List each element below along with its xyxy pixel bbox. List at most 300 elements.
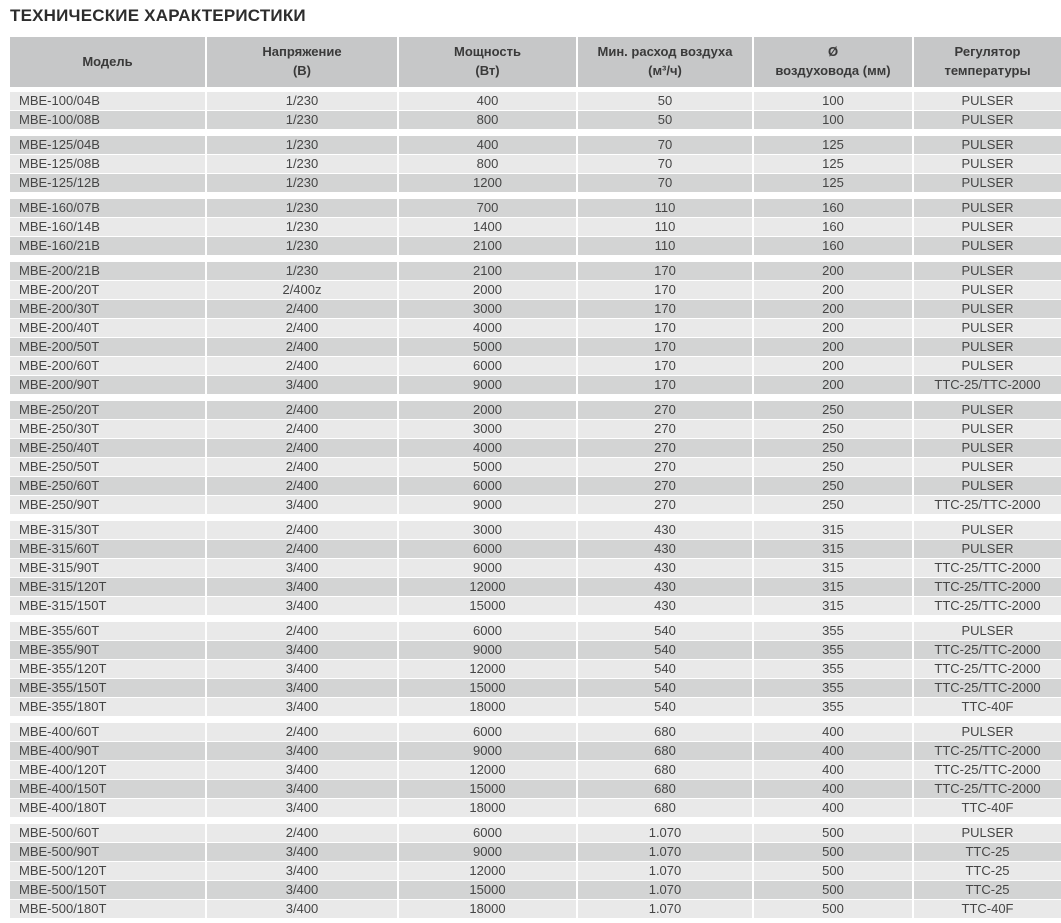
table-row [10, 660, 1051, 678]
cell-regulator: PULSER [914, 477, 1061, 495]
column-header-model [10, 37, 205, 87]
cell-diameter: 100 [754, 111, 912, 129]
cell-diameter: 500 [754, 862, 912, 880]
cell-regulator: PULSER [914, 357, 1061, 375]
cell-diameter: 355 [754, 622, 912, 640]
cell-diameter: 500 [754, 824, 912, 842]
table-row [10, 698, 1051, 716]
cell-regulator: PULSER [914, 824, 1061, 842]
cell-voltage: 3/400 [207, 780, 397, 798]
cell-airflow: 1.070 [578, 824, 752, 842]
cell-voltage: 3/400 [207, 862, 397, 880]
cell-model: MBE-200/60T [10, 357, 205, 375]
cell-power: 18000 [399, 799, 576, 817]
table-row [10, 622, 1051, 640]
cell-power: 9000 [399, 843, 576, 861]
cell-airflow: 430 [578, 578, 752, 596]
cell-model: MBE-250/50T [10, 458, 205, 476]
cell-regulator: PULSER [914, 439, 1061, 457]
page-title: ТЕХНИЧЕСКИЕ ХАРАКТЕРИСТИКИ [10, 6, 306, 25]
cell-diameter: 250 [754, 458, 912, 476]
cell-airflow: 170 [578, 319, 752, 337]
cell-voltage: 3/400 [207, 641, 397, 659]
cell-voltage: 3/400 [207, 660, 397, 678]
cell-model: MBE-200/20T [10, 281, 205, 299]
table-row [10, 199, 1051, 217]
cell-regulator: PULSER [914, 92, 1061, 110]
cell-regulator: TTC-25 [914, 881, 1061, 899]
cell-power: 1400 [399, 218, 576, 236]
cell-regulator: PULSER [914, 300, 1061, 318]
cell-model: MBE-400/120T [10, 761, 205, 779]
cell-voltage: 3/400 [207, 799, 397, 817]
column-header-line: Мощность [454, 44, 521, 60]
cell-voltage: 1/230 [207, 155, 397, 173]
table-row [10, 641, 1051, 659]
row-group [10, 262, 1051, 394]
cell-voltage: 1/230 [207, 136, 397, 154]
table-row [10, 496, 1051, 514]
cell-airflow: 70 [578, 136, 752, 154]
cell-regulator: TTC-25/TTC-2000 [914, 641, 1061, 659]
cell-voltage: 1/230 [207, 111, 397, 129]
cell-airflow: 170 [578, 262, 752, 280]
column-header-line: температуры [944, 63, 1031, 78]
column-header-line: Напряжение [262, 44, 342, 60]
cell-diameter: 200 [754, 376, 912, 394]
cell-power: 5000 [399, 338, 576, 356]
cell-diameter: 400 [754, 742, 912, 760]
table-row [10, 679, 1051, 697]
column-header-power [399, 37, 576, 87]
table-row [10, 136, 1051, 154]
row-group [10, 136, 1051, 192]
cell-regulator: TTC-25/TTC-2000 [914, 761, 1061, 779]
cell-model: MBE-250/40T [10, 439, 205, 457]
spec-table [10, 37, 1051, 918]
cell-diameter: 400 [754, 723, 912, 741]
cell-model: MBE-400/90T [10, 742, 205, 760]
cell-power: 3000 [399, 300, 576, 318]
cell-power: 9000 [399, 376, 576, 394]
table-row [10, 262, 1051, 280]
cell-regulator: PULSER [914, 199, 1061, 217]
cell-diameter: 160 [754, 237, 912, 255]
cell-diameter: 355 [754, 660, 912, 678]
cell-power: 2000 [399, 401, 576, 419]
cell-regulator: PULSER [914, 281, 1061, 299]
row-group [10, 521, 1051, 615]
cell-model: MBE-200/90T [10, 376, 205, 394]
cell-model: MBE-200/21B [10, 262, 205, 280]
cell-voltage: 1/230 [207, 237, 397, 255]
cell-diameter: 125 [754, 136, 912, 154]
cell-airflow: 270 [578, 458, 752, 476]
cell-voltage: 2/400 [207, 477, 397, 495]
column-header-line: Регулятор [954, 44, 1021, 60]
cell-model: MBE-315/150T [10, 597, 205, 615]
cell-model: MBE-355/90T [10, 641, 205, 659]
cell-model: MBE-355/120T [10, 660, 205, 678]
cell-diameter: 250 [754, 439, 912, 457]
cell-diameter: 315 [754, 521, 912, 539]
cell-airflow: 540 [578, 622, 752, 640]
cell-model: MBE-160/07B [10, 199, 205, 217]
cell-regulator: TTC-25/TTC-2000 [914, 559, 1061, 577]
cell-airflow: 680 [578, 742, 752, 760]
table-row [10, 540, 1051, 558]
cell-voltage: 2/400 [207, 420, 397, 438]
cell-power: 6000 [399, 622, 576, 640]
cell-airflow: 50 [578, 111, 752, 129]
cell-model: MBE-355/180T [10, 698, 205, 716]
cell-power: 3000 [399, 420, 576, 438]
cell-power: 2100 [399, 262, 576, 280]
cell-voltage: 3/400 [207, 881, 397, 899]
cell-diameter: 125 [754, 155, 912, 173]
row-group [10, 824, 1051, 918]
cell-diameter: 500 [754, 900, 912, 918]
table-row [10, 597, 1051, 615]
table-row [10, 742, 1051, 760]
cell-airflow: 270 [578, 439, 752, 457]
cell-airflow: 50 [578, 92, 752, 110]
cell-diameter: 400 [754, 799, 912, 817]
table-row [10, 92, 1051, 110]
cell-airflow: 1.070 [578, 881, 752, 899]
cell-power: 400 [399, 136, 576, 154]
cell-airflow: 680 [578, 761, 752, 779]
cell-regulator: TTC-25/TTC-2000 [914, 742, 1061, 760]
cell-power: 1200 [399, 174, 576, 192]
cell-regulator: PULSER [914, 218, 1061, 236]
cell-regulator: TTC-25/TTC-2000 [914, 679, 1061, 697]
cell-power: 15000 [399, 881, 576, 899]
cell-model: MBE-315/120T [10, 578, 205, 596]
cell-voltage: 1/230 [207, 218, 397, 236]
cell-model: MBE-100/04B [10, 92, 205, 110]
cell-airflow: 270 [578, 477, 752, 495]
cell-airflow: 110 [578, 237, 752, 255]
cell-voltage: 2/400 [207, 622, 397, 640]
cell-voltage: 2/400 [207, 300, 397, 318]
cell-regulator: TTC-25/TTC-2000 [914, 578, 1061, 596]
table-row [10, 723, 1051, 741]
cell-diameter: 100 [754, 92, 912, 110]
cell-diameter: 125 [754, 174, 912, 192]
table-row [10, 843, 1051, 861]
cell-airflow: 1.070 [578, 843, 752, 861]
cell-airflow: 70 [578, 174, 752, 192]
cell-diameter: 200 [754, 357, 912, 375]
cell-regulator: PULSER [914, 111, 1061, 129]
cell-power: 6000 [399, 824, 576, 842]
cell-power: 800 [399, 111, 576, 129]
column-header-line: (м³/ч) [648, 63, 682, 78]
cell-diameter: 500 [754, 843, 912, 861]
cell-voltage: 2/400 [207, 401, 397, 419]
cell-regulator: PULSER [914, 458, 1061, 476]
cell-diameter: 200 [754, 281, 912, 299]
cell-diameter: 400 [754, 761, 912, 779]
cell-voltage: 2/400 [207, 521, 397, 539]
cell-regulator: PULSER [914, 401, 1061, 419]
cell-diameter: 355 [754, 698, 912, 716]
cell-diameter: 200 [754, 300, 912, 318]
cell-power: 6000 [399, 540, 576, 558]
cell-regulator: TTC-40F [914, 900, 1061, 918]
cell-power: 2000 [399, 281, 576, 299]
cell-power: 6000 [399, 723, 576, 741]
cell-regulator: PULSER [914, 174, 1061, 192]
cell-regulator: PULSER [914, 136, 1061, 154]
cell-regulator: PULSER [914, 540, 1061, 558]
table-row [10, 477, 1051, 495]
cell-power: 400 [399, 92, 576, 110]
cell-voltage: 3/400 [207, 761, 397, 779]
cell-voltage: 1/230 [207, 92, 397, 110]
cell-airflow: 540 [578, 641, 752, 659]
cell-regulator: TTC-40F [914, 799, 1061, 817]
cell-model: MBE-400/180T [10, 799, 205, 817]
table-row [10, 338, 1051, 356]
cell-voltage: 1/230 [207, 174, 397, 192]
cell-diameter: 400 [754, 780, 912, 798]
cell-model: MBE-315/60T [10, 540, 205, 558]
column-header-line: Мин. расход воздуха [597, 44, 733, 60]
cell-voltage: 2/400 [207, 319, 397, 337]
cell-airflow: 170 [578, 376, 752, 394]
cell-power: 12000 [399, 862, 576, 880]
cell-diameter: 315 [754, 597, 912, 615]
cell-voltage: 1/230 [207, 262, 397, 280]
cell-voltage: 3/400 [207, 376, 397, 394]
cell-regulator: PULSER [914, 338, 1061, 356]
row-group [10, 199, 1051, 255]
cell-airflow: 1.070 [578, 900, 752, 918]
cell-regulator: TTC-25/TTC-2000 [914, 660, 1061, 678]
cell-model: MBE-400/60T [10, 723, 205, 741]
cell-regulator: PULSER [914, 521, 1061, 539]
table-row [10, 824, 1051, 842]
cell-diameter: 200 [754, 319, 912, 337]
column-header-line: (Вт) [475, 63, 500, 78]
cell-airflow: 110 [578, 218, 752, 236]
cell-diameter: 250 [754, 477, 912, 495]
cell-model: MBE-250/20T [10, 401, 205, 419]
cell-regulator: PULSER [914, 420, 1061, 438]
table-row [10, 401, 1051, 419]
cell-power: 9000 [399, 559, 576, 577]
cell-power: 3000 [399, 521, 576, 539]
cell-airflow: 680 [578, 780, 752, 798]
cell-voltage: 2/400 [207, 824, 397, 842]
cell-airflow: 170 [578, 300, 752, 318]
cell-power: 4000 [399, 439, 576, 457]
table-header [10, 37, 1051, 87]
cell-model: MBE-200/40T [10, 319, 205, 337]
table-row [10, 881, 1051, 899]
cell-voltage: 2/400z [207, 281, 397, 299]
column-header-voltage [207, 37, 397, 87]
table-body [10, 92, 1051, 918]
column-header-regulator [914, 37, 1061, 87]
cell-model: MBE-100/08B [10, 111, 205, 129]
cell-regulator: TTC-25/TTC-2000 [914, 780, 1061, 798]
cell-model: MBE-315/30T [10, 521, 205, 539]
cell-power: 18000 [399, 900, 576, 918]
cell-voltage: 3/400 [207, 742, 397, 760]
cell-regulator: TTC-25/TTC-2000 [914, 496, 1061, 514]
cell-airflow: 430 [578, 559, 752, 577]
cell-airflow: 540 [578, 698, 752, 716]
row-group [10, 401, 1051, 514]
table-row [10, 578, 1051, 596]
cell-model: MBE-250/60T [10, 477, 205, 495]
cell-power: 800 [399, 155, 576, 173]
cell-power: 15000 [399, 780, 576, 798]
cell-regulator: PULSER [914, 622, 1061, 640]
cell-voltage: 3/400 [207, 559, 397, 577]
cell-power: 15000 [399, 597, 576, 615]
column-header-line: Ø [827, 44, 839, 60]
cell-airflow: 70 [578, 155, 752, 173]
cell-diameter: 160 [754, 218, 912, 236]
table-row [10, 458, 1051, 476]
cell-airflow: 270 [578, 401, 752, 419]
table-row [10, 862, 1051, 880]
cell-airflow: 540 [578, 660, 752, 678]
cell-airflow: 270 [578, 420, 752, 438]
column-header-line: Модель [82, 53, 133, 69]
cell-airflow: 430 [578, 521, 752, 539]
cell-model: MBE-500/120T [10, 862, 205, 880]
cell-model: MBE-500/180T [10, 900, 205, 918]
cell-airflow: 540 [578, 679, 752, 697]
cell-power: 9000 [399, 742, 576, 760]
cell-power: 12000 [399, 660, 576, 678]
cell-power: 6000 [399, 357, 576, 375]
cell-model: MBE-355/150T [10, 679, 205, 697]
cell-diameter: 355 [754, 679, 912, 697]
cell-power: 12000 [399, 761, 576, 779]
cell-diameter: 250 [754, 401, 912, 419]
cell-model: MBE-500/90T [10, 843, 205, 861]
cell-airflow: 680 [578, 799, 752, 817]
cell-model: MBE-355/60T [10, 622, 205, 640]
cell-voltage: 3/400 [207, 698, 397, 716]
cell-voltage: 2/400 [207, 540, 397, 558]
cell-airflow: 270 [578, 496, 752, 514]
cell-power: 6000 [399, 477, 576, 495]
table-row [10, 799, 1051, 817]
cell-power: 15000 [399, 679, 576, 697]
cell-model: MBE-125/04B [10, 136, 205, 154]
cell-regulator: TTC-25/TTC-2000 [914, 597, 1061, 615]
table-row [10, 900, 1051, 918]
cell-voltage: 2/400 [207, 458, 397, 476]
cell-power: 4000 [399, 319, 576, 337]
cell-voltage: 3/400 [207, 578, 397, 596]
cell-diameter: 315 [754, 559, 912, 577]
cell-diameter: 250 [754, 496, 912, 514]
table-row [10, 439, 1051, 457]
cell-airflow: 170 [578, 338, 752, 356]
cell-diameter: 250 [754, 420, 912, 438]
cell-airflow: 110 [578, 199, 752, 217]
table-row [10, 357, 1051, 375]
cell-model: MBE-400/150T [10, 780, 205, 798]
cell-diameter: 315 [754, 578, 912, 596]
cell-model: MBE-160/21B [10, 237, 205, 255]
column-header-airflow [578, 37, 752, 87]
cell-voltage: 3/400 [207, 843, 397, 861]
row-group [10, 723, 1051, 817]
column-header-diameter [754, 37, 912, 87]
cell-airflow: 170 [578, 281, 752, 299]
table-row [10, 319, 1051, 337]
cell-power: 700 [399, 199, 576, 217]
cell-regulator: TTC-25 [914, 862, 1061, 880]
row-group [10, 622, 1051, 716]
cell-power: 18000 [399, 698, 576, 716]
cell-airflow: 430 [578, 597, 752, 615]
cell-voltage: 1/230 [207, 199, 397, 217]
cell-diameter: 315 [754, 540, 912, 558]
cell-airflow: 1.070 [578, 862, 752, 880]
table-row [10, 780, 1051, 798]
cell-airflow: 430 [578, 540, 752, 558]
cell-power: 12000 [399, 578, 576, 596]
cell-regulator: PULSER [914, 723, 1061, 741]
cell-diameter: 200 [754, 262, 912, 280]
table-row [10, 300, 1051, 318]
cell-voltage: 2/400 [207, 357, 397, 375]
cell-model: MBE-200/50T [10, 338, 205, 356]
table-row [10, 559, 1051, 577]
cell-voltage: 2/400 [207, 723, 397, 741]
cell-regulator: TTC-25 [914, 843, 1061, 861]
cell-voltage: 2/400 [207, 439, 397, 457]
cell-airflow: 170 [578, 357, 752, 375]
cell-model: MBE-315/90T [10, 559, 205, 577]
row-group [10, 92, 1051, 129]
cell-power: 2100 [399, 237, 576, 255]
table-row [10, 420, 1051, 438]
cell-power: 9000 [399, 641, 576, 659]
table-row [10, 761, 1051, 779]
cell-diameter: 160 [754, 199, 912, 217]
column-header-line: (В) [292, 63, 312, 78]
table-row [10, 218, 1051, 236]
table-row [10, 174, 1051, 192]
cell-regulator: PULSER [914, 237, 1061, 255]
cell-model: MBE-200/30T [10, 300, 205, 318]
cell-diameter: 355 [754, 641, 912, 659]
cell-model: MBE-125/12B [10, 174, 205, 192]
cell-model: MBE-500/60T [10, 824, 205, 842]
cell-model: MBE-125/08B [10, 155, 205, 173]
cell-voltage: 3/400 [207, 900, 397, 918]
cell-voltage: 2/400 [207, 338, 397, 356]
cell-power: 5000 [399, 458, 576, 476]
table-row [10, 521, 1051, 539]
table-row [10, 111, 1051, 129]
column-header-line: воздуховода (мм) [775, 63, 891, 78]
table-row [10, 155, 1051, 173]
cell-voltage: 3/400 [207, 496, 397, 514]
table-row [10, 237, 1051, 255]
